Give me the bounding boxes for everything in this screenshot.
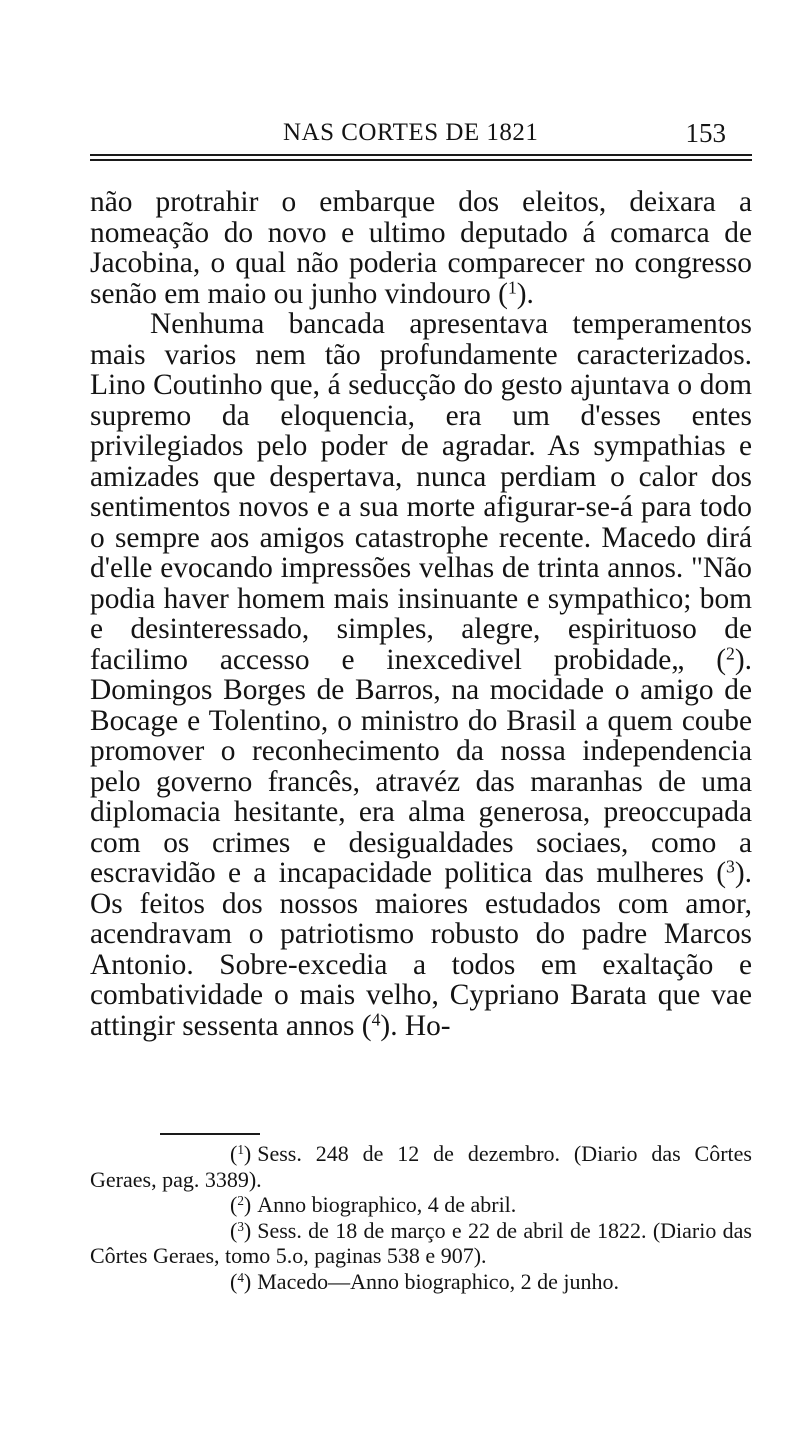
paragraph-2-part-2: ). Domingos Borges de Barros, na mocidade o amigo de Bocage e Tolentino, o ministro do Brasil a quem coube promover o reconhecimento da nossa independencia pelo governo francês, atravéz das maranhas de uma diplomacia hesitante, era alma generosa, preoccupada com os crimes e desigualdades sociaes, como a escravidão e a incapacidade politica das mulheres ( — [90, 643, 752, 889]
footnote-text: Anno biographico, 4 de abril. — [257, 1192, 517, 1217]
footnote — [90, 1218, 752, 1269]
paragraph-2-part-1: Nenhuma bancada apresentava temperamentos mais varios nem tão profundamente caracterizados. Lino Coutinho que, á seducção do gesto ajuntava o dom supremo da eloquencia, era um d'esses entes privilegiados pelo poder de agradar. As sympathias e amizades que despertava, nunca perdiam o calor dos sentimentos novos e a sua morte afigurar-se-á para todo o sempre aos amigos catastrophe recente. Macedo dirá d'elle evocando impressões velhas de trinta annos. "Não podia haver homem mais insinuante e sympathico; bom e desinteressado, simples, alegre, espirituoso de facilimo accesso e inexcedivel probidade„ ( — [90, 308, 752, 676]
header-rule-top — [90, 154, 752, 156]
footnote-ref-1: 1 — [507, 276, 517, 297]
paragraph-1 — [90, 187, 752, 309]
running-head: NAS CORTES DE 1821 — [283, 119, 539, 146]
footnote-marker: ($^2$) — [230, 1192, 252, 1217]
footnote-ref-4: 4 — [371, 1008, 381, 1029]
footnote-text: Macedo—Anno biographico, 2 de junho. — [257, 1268, 619, 1294]
footnote-marker: ($^3$) — [230, 1217, 252, 1243]
footnote-marker: ($^4$) — [230, 1268, 252, 1294]
paragraph-2-part-4: ). Ho- — [380, 1009, 451, 1042]
footnote — [90, 1192, 752, 1218]
header-rule-bottom — [90, 159, 752, 161]
footnote-marker: ($^1$) — [230, 1141, 252, 1166]
paragraph-2-part-3: ). Os feitos dos nossos maiores estudados com amor, acendravam o patriotismo robusto do padre Marcos Antonio. Sobre-excedia a todos em exaltação e combatividade o mais velho, Cypriano Barata que vae attingir sessenta annos ( — [90, 857, 752, 1042]
footnote-ref-3: 3 — [726, 856, 735, 877]
footnote — [90, 1269, 752, 1295]
paragraph-1-end: ). — [516, 277, 534, 310]
footnote-ref-2: 2 — [726, 642, 735, 663]
paragraph-1-text: não protrahir o embarque dos eleitos, deixara a nomeação do novo e ultimo deputado á comarca de Jacobina, o qual não poderia comparecer no congresso senão em maio ou junho vindouro ( — [90, 186, 752, 310]
footnote — [90, 1141, 752, 1192]
footnote-separator — [160, 1133, 260, 1135]
page-header — [90, 116, 750, 150]
page-number: 153 — [685, 118, 726, 148]
footnote-text: Sess. 248 de 12 de dezembro. (Diario das Côrtes Geraes, pag. 3389). — [90, 1141, 752, 1192]
footnotes — [90, 1141, 752, 1294]
footnote-text: Sess. de 18 de março e 22 de abril de 1822. (Diario das Côrtes Geraes, tomo 5.o, paginas 538 e 907). — [90, 1217, 752, 1268]
body-text — [90, 187, 752, 1041]
paragraph-2 — [90, 309, 752, 1041]
